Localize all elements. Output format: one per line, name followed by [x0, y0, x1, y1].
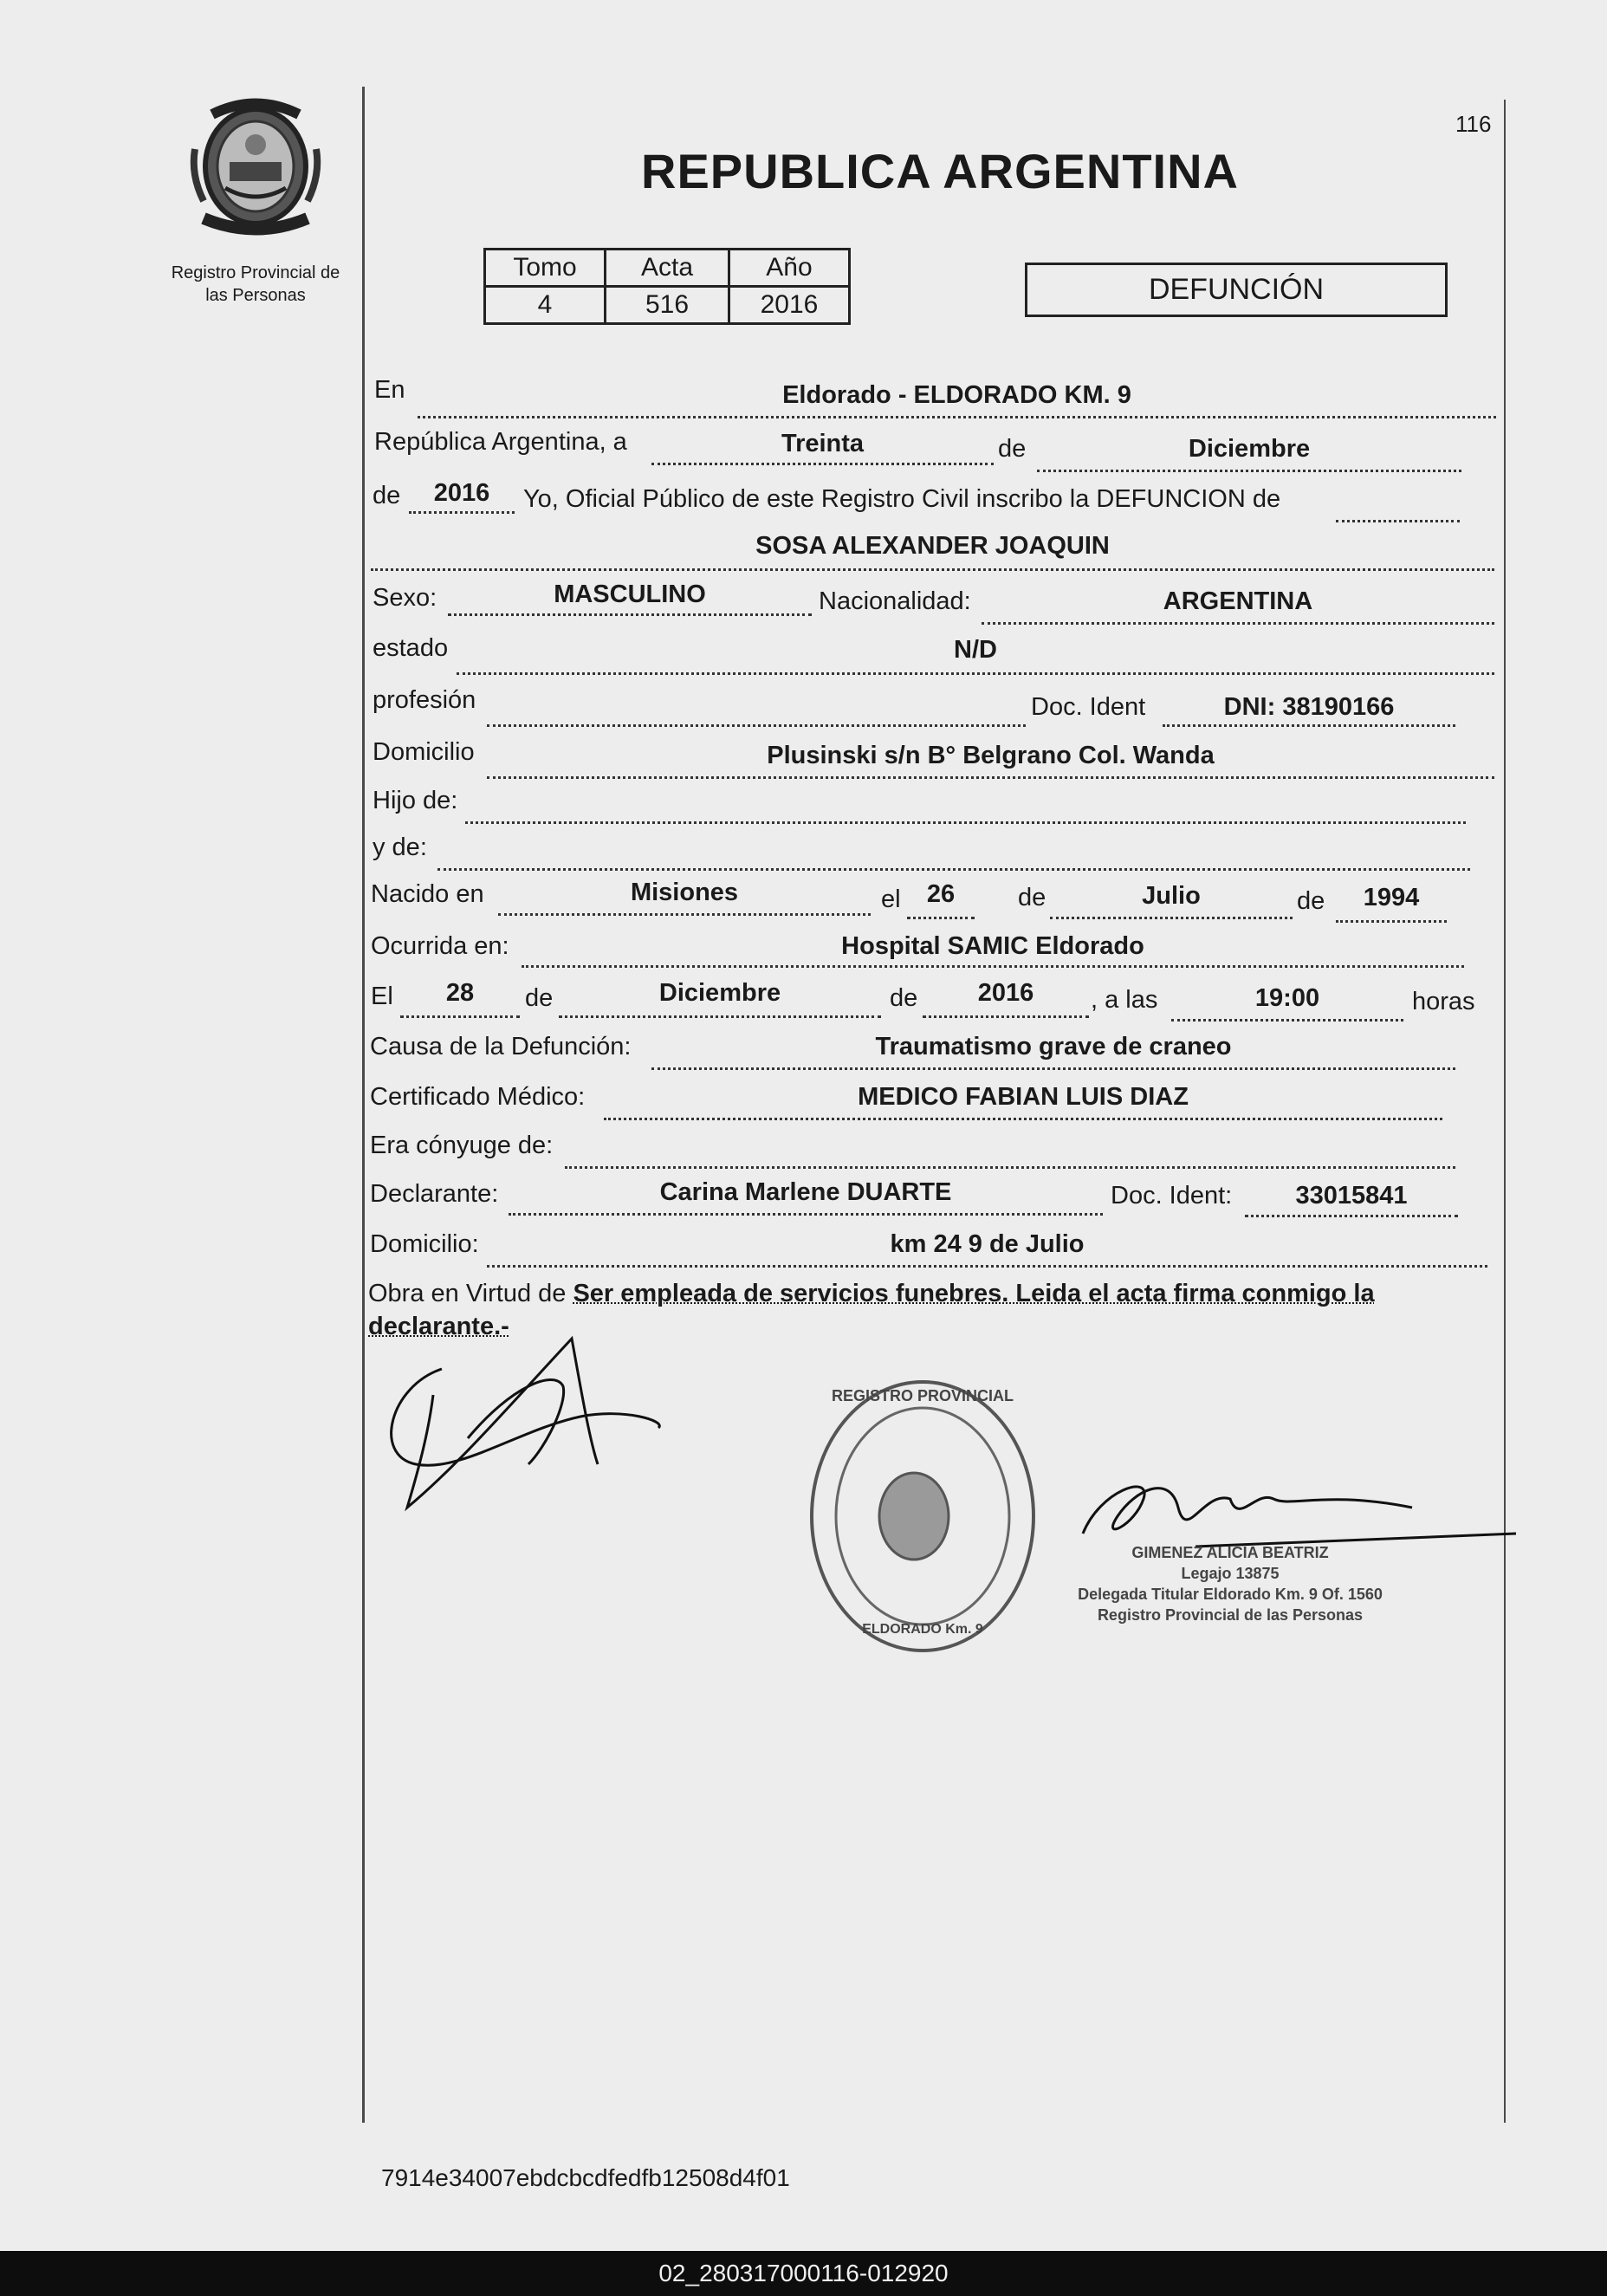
sexo-label: Sexo:: [373, 584, 437, 612]
fallec-mes: Diciembre: [658, 979, 781, 1007]
en-label: En: [374, 376, 405, 404]
fallec-mes-dots: [559, 1015, 881, 1018]
provincia-misiones-emblem: [182, 97, 329, 244]
declarante-value: Carina Marlene DUARTE: [659, 1178, 952, 1206]
mes-value: Diciembre: [1188, 435, 1311, 463]
causa-dots: [651, 1067, 1455, 1070]
domicilio-value: Plusinski s/n B° Belgrano Col. Wanda: [767, 742, 1215, 769]
official-legajo: Legajo 13875: [1181, 1565, 1280, 1582]
nacido-lugar-dots: [498, 913, 871, 916]
obra-label: Obra en Virtud de: [368, 1280, 567, 1307]
obra-value: Ser empleada de servicios funebres. Leida el acta firma conmigo la declarante.-: [368, 1280, 1375, 1340]
dia-texto: Treinta: [781, 430, 865, 457]
el-cap-label: El: [371, 983, 393, 1010]
alas-label: , a las: [1091, 986, 1158, 1014]
declarante-doc: 33015841: [1295, 1182, 1408, 1210]
doc-dots: [1163, 724, 1455, 727]
el-label: el: [881, 885, 901, 913]
doc-ident-label: Doc. Ident:: [1111, 1182, 1233, 1210]
yde-label: y de:: [373, 833, 427, 861]
right-margin-line: [1504, 100, 1506, 2123]
conyuge-dots: [565, 1166, 1455, 1169]
sexo-value: MASCULINO: [554, 580, 706, 608]
de-label-1: de: [998, 435, 1027, 463]
ocurrida-value: Hospital SAMIC Eldorado: [841, 932, 1144, 960]
fallec-dia-dots: [400, 1015, 520, 1018]
causa-label: Causa de la Defunción:: [370, 1033, 632, 1060]
official-name: GIMENEZ ALICIA BEATRIZ: [1131, 1544, 1329, 1561]
yde-dots: [437, 868, 1470, 871]
tomo-header: Tomo: [485, 250, 606, 287]
hijo-dots: [465, 821, 1466, 824]
de-label-2: de: [1018, 884, 1046, 911]
profesion-label: profesión: [373, 686, 476, 714]
registry-label-line2: las Personas: [205, 286, 306, 305]
registry-label-line1: Registro Provincial de: [171, 263, 340, 282]
horas-label: horas: [1412, 988, 1475, 1015]
nacido-mes: Julio: [1142, 882, 1201, 910]
svg-text:ELDORADO Km. 9: ELDORADO Km. 9: [862, 1622, 983, 1637]
anio-header: Año: [729, 250, 850, 287]
anio-dots: [409, 511, 515, 514]
hora-value: 19:00: [1254, 984, 1320, 1012]
conyuge-label: Era cónyuge de:: [370, 1132, 554, 1159]
nacido-lugar: Misiones: [630, 879, 739, 906]
nacionalidad-value: ARGENTINA: [1163, 587, 1313, 615]
estado-dots: [457, 672, 1494, 675]
left-margin-line: [362, 87, 365, 2123]
official-position: Delegada Titular Eldorado Km. 9 Of. 1560: [1078, 1586, 1383, 1603]
ocurrida-dots: [522, 965, 1464, 968]
nacionalidad-dots: [982, 622, 1494, 625]
anio-prefix-label: de: [373, 482, 401, 509]
obra-paragraph: [368, 1277, 1486, 1343]
causa-value: Traumatismo grave de craneo: [875, 1033, 1232, 1060]
domicilio2-label: Domicilio:: [370, 1230, 479, 1258]
de-label-3: de: [1297, 887, 1325, 915]
domicilio2-value: km 24 9 de Julio: [890, 1230, 1085, 1258]
de-label-4: de: [525, 984, 554, 1012]
document-type-box: DEFUNCIÓN: [1025, 263, 1448, 317]
hijo-label: Hijo de:: [373, 787, 458, 814]
en-value: Eldorado - ELDORADO KM. 9: [782, 381, 1131, 409]
official-registry: Registro Provincial de las Personas: [1097, 1606, 1364, 1624]
sexo-dots: [448, 613, 812, 616]
nacido-anio: 1994: [1363, 884, 1420, 911]
estado-value: N/D: [954, 636, 997, 664]
declarante-label: Declarante:: [370, 1180, 499, 1208]
nacionalidad-label: Nacionalidad:: [819, 587, 971, 615]
svg-text:REGISTRO PROVINCIAL: REGISTRO PROVINCIAL: [831, 1387, 1014, 1404]
nombre-value: SOSA ALEXANDER JOAQUIN: [755, 532, 1110, 560]
domicilio2-dots: [487, 1265, 1487, 1268]
nacido-anio-dots: [1336, 920, 1447, 923]
fallec-anio-dots: [923, 1015, 1089, 1018]
profesion-dots: [487, 724, 1026, 727]
fallec-anio: 2016: [977, 979, 1034, 1007]
page-number: 116: [1455, 111, 1492, 137]
de-label-5: de: [890, 984, 918, 1012]
fallec-dia: 28: [445, 979, 475, 1007]
acta-header: Acta: [606, 250, 729, 287]
mes-dots: [1037, 470, 1461, 472]
declarante-signature: [381, 1334, 676, 1525]
nacido-mes-dots: [1050, 917, 1293, 919]
nacido-dia: 26: [926, 880, 956, 908]
doc-label: Doc. Ident: [1031, 693, 1146, 721]
inscribo-dots: [1336, 520, 1460, 522]
certificado-label: Certificado Médico:: [370, 1083, 586, 1111]
tomo-value: 4: [485, 287, 606, 324]
certificado-value: MEDICO FABIAN LUIS DIAZ: [858, 1083, 1189, 1111]
hora-dots: [1171, 1019, 1403, 1022]
registry-label: [152, 262, 360, 307]
doc-value: DNI: 38190166: [1223, 693, 1395, 721]
declarante-dots: [509, 1213, 1103, 1216]
dia-dots: [651, 463, 994, 465]
ocurrida-label: Ocurrida en:: [371, 932, 509, 960]
record-box: [483, 248, 851, 325]
official-seal-text: [1040, 1542, 1421, 1625]
republica-label: República Argentina, a: [374, 428, 627, 456]
nacido-dia-dots: [907, 917, 975, 919]
document-title: REPUBLICA ARGENTINA: [641, 144, 1239, 198]
domicilio-label: Domicilio: [373, 738, 475, 766]
domicilio-dots: [487, 776, 1494, 779]
estado-label: estado: [373, 634, 449, 662]
certificado-dots: [604, 1118, 1442, 1120]
anio-inscripcion: 2016: [433, 479, 490, 507]
en-dots: [418, 416, 1496, 418]
declarante-doc-dots: [1245, 1215, 1458, 1217]
official-stamp: [801, 1373, 1044, 1659]
anio-value: 2016: [729, 287, 850, 324]
nombre-dots: [371, 568, 1494, 571]
inscribo-text: Yo, Oficial Público de este Registro Civil inscribo la DEFUNCION de: [523, 485, 1281, 513]
nacido-label: Nacido en: [371, 880, 484, 908]
file-id-bar: 02_280317000116-012920: [0, 2251, 1607, 2296]
acta-value: 516: [606, 287, 729, 324]
document-hash: 7914e34007ebdcbcdfedfb12508d4f01: [381, 2164, 790, 2191]
